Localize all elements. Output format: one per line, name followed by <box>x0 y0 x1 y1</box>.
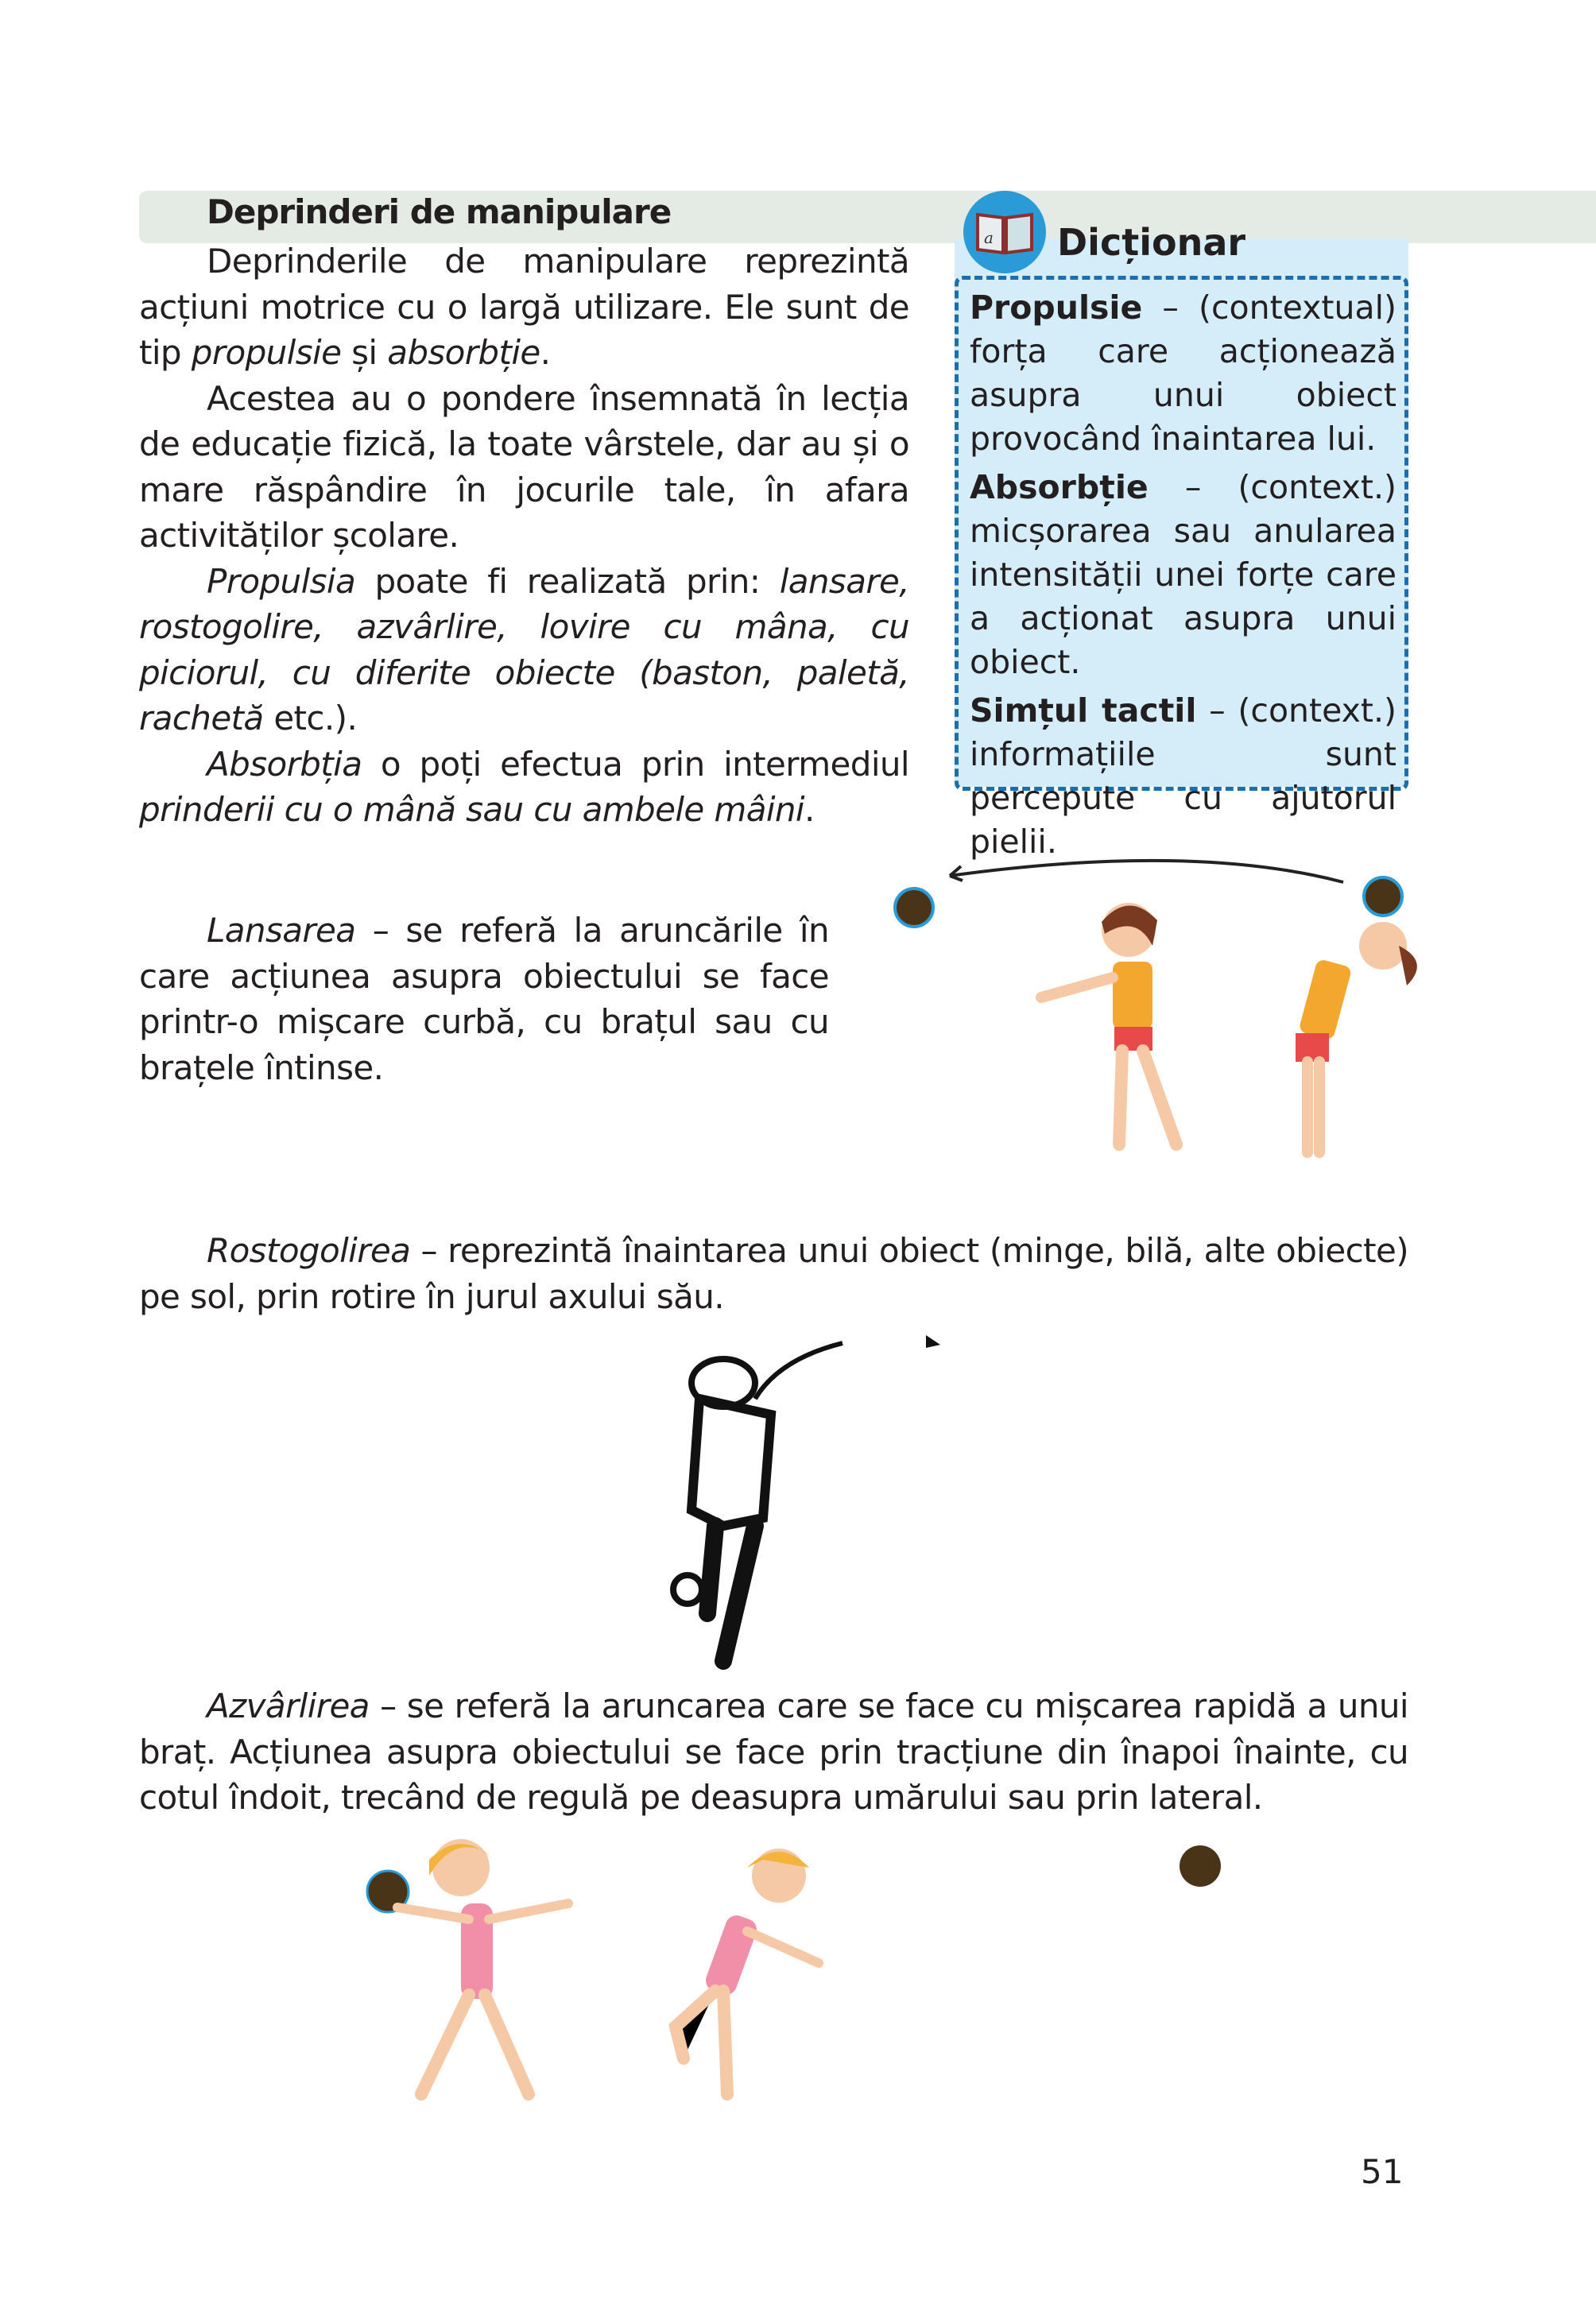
ball-icon <box>1180 1845 1221 1887</box>
girl-figure <box>1041 903 1176 1144</box>
paragraph-2: Acestea au o pondere însemnată în lecția de educație fizică, la toate vârstele, dar au și o mare răspândire în jocurile tale, în afara activităților școlare. <box>139 378 909 555</box>
dictionary-entry: Propulsie – (contextual) forța care acționează asupra unui obiect provocând înaintarea lui. <box>970 288 1396 458</box>
paragraph-3: Propulsia poate fi realizată prin: lansare, rostogolire, azvârlire, lovire cu mâna, cu piciorul, cu diferite obiecte (baston, paletă, rachetă etc.). <box>139 561 909 738</box>
dictionary-title: Dicționar <box>1057 221 1246 264</box>
throwing-illustration <box>874 827 1431 1176</box>
dictionary-entry: Simțul tactil – (context.) informațiile sunt percepute cu ajutorul pielii. <box>970 691 1396 861</box>
intro-text <box>139 238 909 833</box>
paragraph-4: Absorbția o poți efectua prin intermediul prinderii cu o mână sau cu ambele mâini. <box>139 744 909 829</box>
page-number: 51 <box>1361 2152 1404 2191</box>
girl-figure <box>397 1839 568 2094</box>
ball-icon <box>673 1575 702 1604</box>
section-title: Deprinderi de manipulare <box>207 192 672 231</box>
paragraph-1: Deprinderile de manipulare reprezintă acțiuni motrice cu o largă utilizare. Ele sunt de tip propulsie și absorbție. <box>139 242 909 372</box>
lansarea-text: Lansarea – se referă la aruncările în care acțiunea asupra obiectului se face printr-o mișcare curbă, cu brațul sau cu brațele întinse. <box>139 911 829 1087</box>
girls-throwing-illustration <box>350 1828 1240 2114</box>
azvarlirea-text: Azvârlirea – se referă la aruncarea care se face cu mișcarea rapidă a unui braț. Acțiunea asupra obiectului se face prin tracțiune din înapoi înainte, cu cotul îndoit, trecând de regulă pe deasupra umărului sau prin lateral. <box>139 1686 1408 1817</box>
svg-text:a: a <box>984 228 994 247</box>
girl-figure <box>1296 922 1417 1152</box>
dictionary-box <box>955 276 1408 861</box>
rostogolirea-text: Rostogolirea – reprezintă înaintarea unui obiect (minge, bilă, alte obiecte) pe sol, prin rotire în jurul axului său. <box>139 1231 1408 1316</box>
book-icon <box>963 191 1046 273</box>
girl-figure <box>676 1849 819 2094</box>
bowler-illustration <box>660 1327 962 1677</box>
ball-icon <box>895 889 933 927</box>
ball-icon <box>1364 877 1402 916</box>
dictionary-entry: Absorbție – (context.) micșorarea sau anularea intensității unei forțe care a acționat asupra unui obiect. <box>970 468 1396 681</box>
